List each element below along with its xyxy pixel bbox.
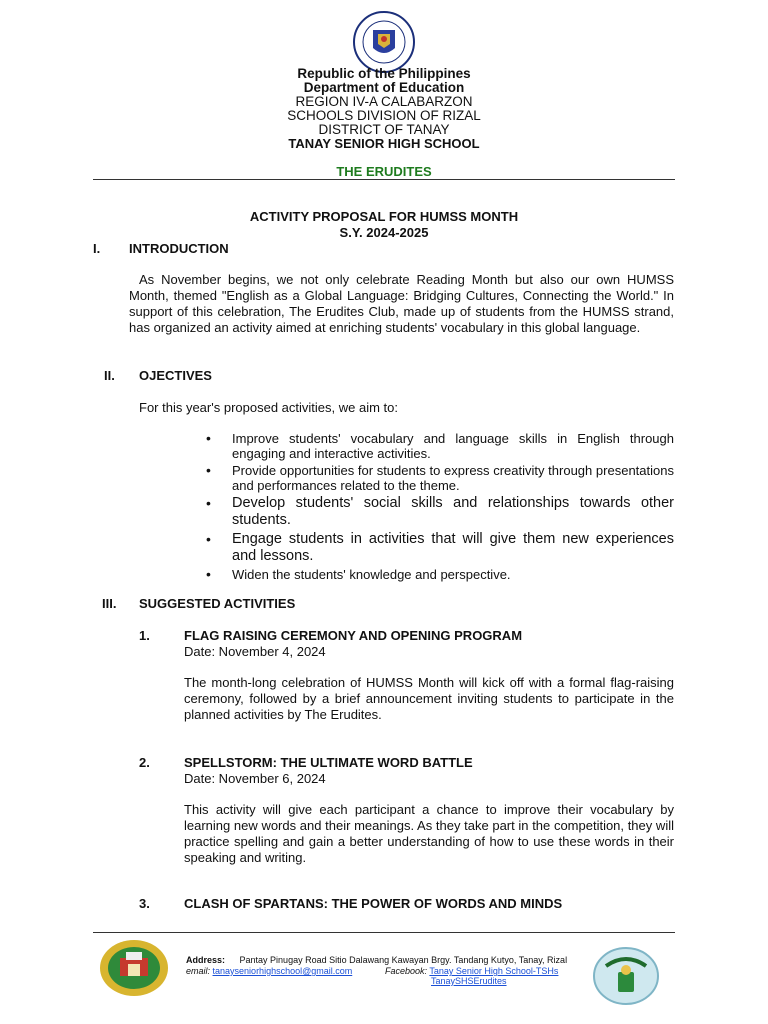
- facebook-link-erudites[interactable]: TanaySHSErudites: [431, 976, 507, 986]
- header-division: SCHOOLS DIVISION OF RIZAL: [287, 108, 481, 123]
- section-number-intro: I.: [93, 241, 101, 256]
- header-republic: Republic of the Philippines: [297, 66, 471, 81]
- footer-email-line: [186, 965, 352, 977]
- section-heading-activities: SUGGESTED ACTIVITIES: [139, 596, 296, 611]
- activity-title: SPELLSTORM: THE ULTIMATE WORD BATTLE: [184, 755, 473, 770]
- section-heading-intro: INTRODUCTION: [129, 241, 229, 256]
- list-item: • Provide opportunities for students to express creativity through presentations and performances related to the theme.: [206, 462, 674, 493]
- erudites-logo: [592, 946, 660, 1006]
- header-region: REGION IV-A CALABARZON: [295, 94, 473, 109]
- header-department: Department of Education: [303, 80, 465, 95]
- list-item: • Widen the students' knowledge and perspective.: [206, 566, 511, 582]
- bullet-icon: •: [206, 462, 211, 478]
- facebook-label: Facebook:: [385, 966, 428, 976]
- activity-title: FLAG RAISING CEREMONY AND OPENING PROGRAM: [184, 628, 523, 643]
- objectives-lead: For this year's proposed activities, we aim to:: [139, 400, 398, 415]
- activity-title: CLASH OF SPARTANS: THE POWER OF WORDS AND MINDS: [184, 896, 563, 911]
- email-link[interactable]: tanayseniorhighschool@gmail.com: [212, 966, 353, 976]
- school-year: S.Y. 2024-2025: [339, 225, 429, 240]
- bullet-icon: •: [206, 531, 211, 547]
- deped-seal: [349, 10, 419, 74]
- footer-divider: [93, 932, 675, 933]
- header-divider: [93, 179, 675, 180]
- bullet-icon: •: [206, 566, 211, 582]
- activity-number: 3.: [139, 896, 150, 911]
- list-item: • Improve students' vocabulary and language skills in English through engaging and interactive activities.: [206, 430, 674, 461]
- activity-date: Date: November 4, 2024: [184, 644, 326, 659]
- activity-number: 1.: [139, 628, 150, 643]
- objectives-list: [206, 431, 674, 584]
- facebook-link-school[interactable]: Tanay Senior High School-TSHs: [429, 966, 559, 976]
- activity-date: Date: November 6, 2024: [184, 771, 326, 786]
- school-logo: [98, 938, 170, 998]
- activity-description: The month-long celebration of HUMSS Month will kick off with a formal flag-raising ceremony, followed by a brief announcement inviting students to participate in the planned activities by The Erudites.: [184, 675, 674, 722]
- address-label: Address:: [186, 955, 226, 965]
- document-title: ACTIVITY PROPOSAL FOR HUMSS MONTH: [249, 209, 519, 224]
- bullet-icon: •: [206, 430, 211, 446]
- list-item: • Develop students' social skills and relationships towards other students.: [206, 495, 674, 528]
- address-text: Pantay Pinugay Road Sitio Dalawang Kawayan Brgy. Tandang Kutyo, Tanay, Rizal: [239, 955, 568, 965]
- section-number-activities: III.: [102, 596, 117, 611]
- activity-number: 2.: [139, 755, 150, 770]
- section-heading-objectives: OJECTIVES: [139, 368, 212, 383]
- club-name: THE ERUDITES: [336, 164, 432, 179]
- intro-paragraph: As November begins, we not only celebrate Reading Month but also our own HUMSS Month, themed "English as a Global Language: Bridging Cultures, Connecting the World." In support of this celebration, The Erudites Club, made up of students from the HUMSS strand, has organized an activity aimed at enriching students' vocabulary in this global language.: [129, 272, 674, 335]
- header-district: DISTRICT OF TANAY: [318, 122, 450, 137]
- footer-facebook-line-2: [431, 975, 507, 987]
- activity-description: This activity will give each participant a chance to improve their vocabulary by learning new words and their meanings. As they take part in the competition, they will practice spelling and gain a better understanding of how to use these words in their speaking and writing.: [184, 802, 674, 865]
- section-number-objectives: II.: [104, 368, 115, 383]
- header-school: TANAY SENIOR HIGH SCHOOL: [288, 136, 480, 151]
- email-label: email:: [186, 966, 211, 976]
- bullet-icon: •: [206, 495, 211, 511]
- list-item: • Engage students in activities that will give them new experiences and lessons.: [206, 531, 674, 564]
